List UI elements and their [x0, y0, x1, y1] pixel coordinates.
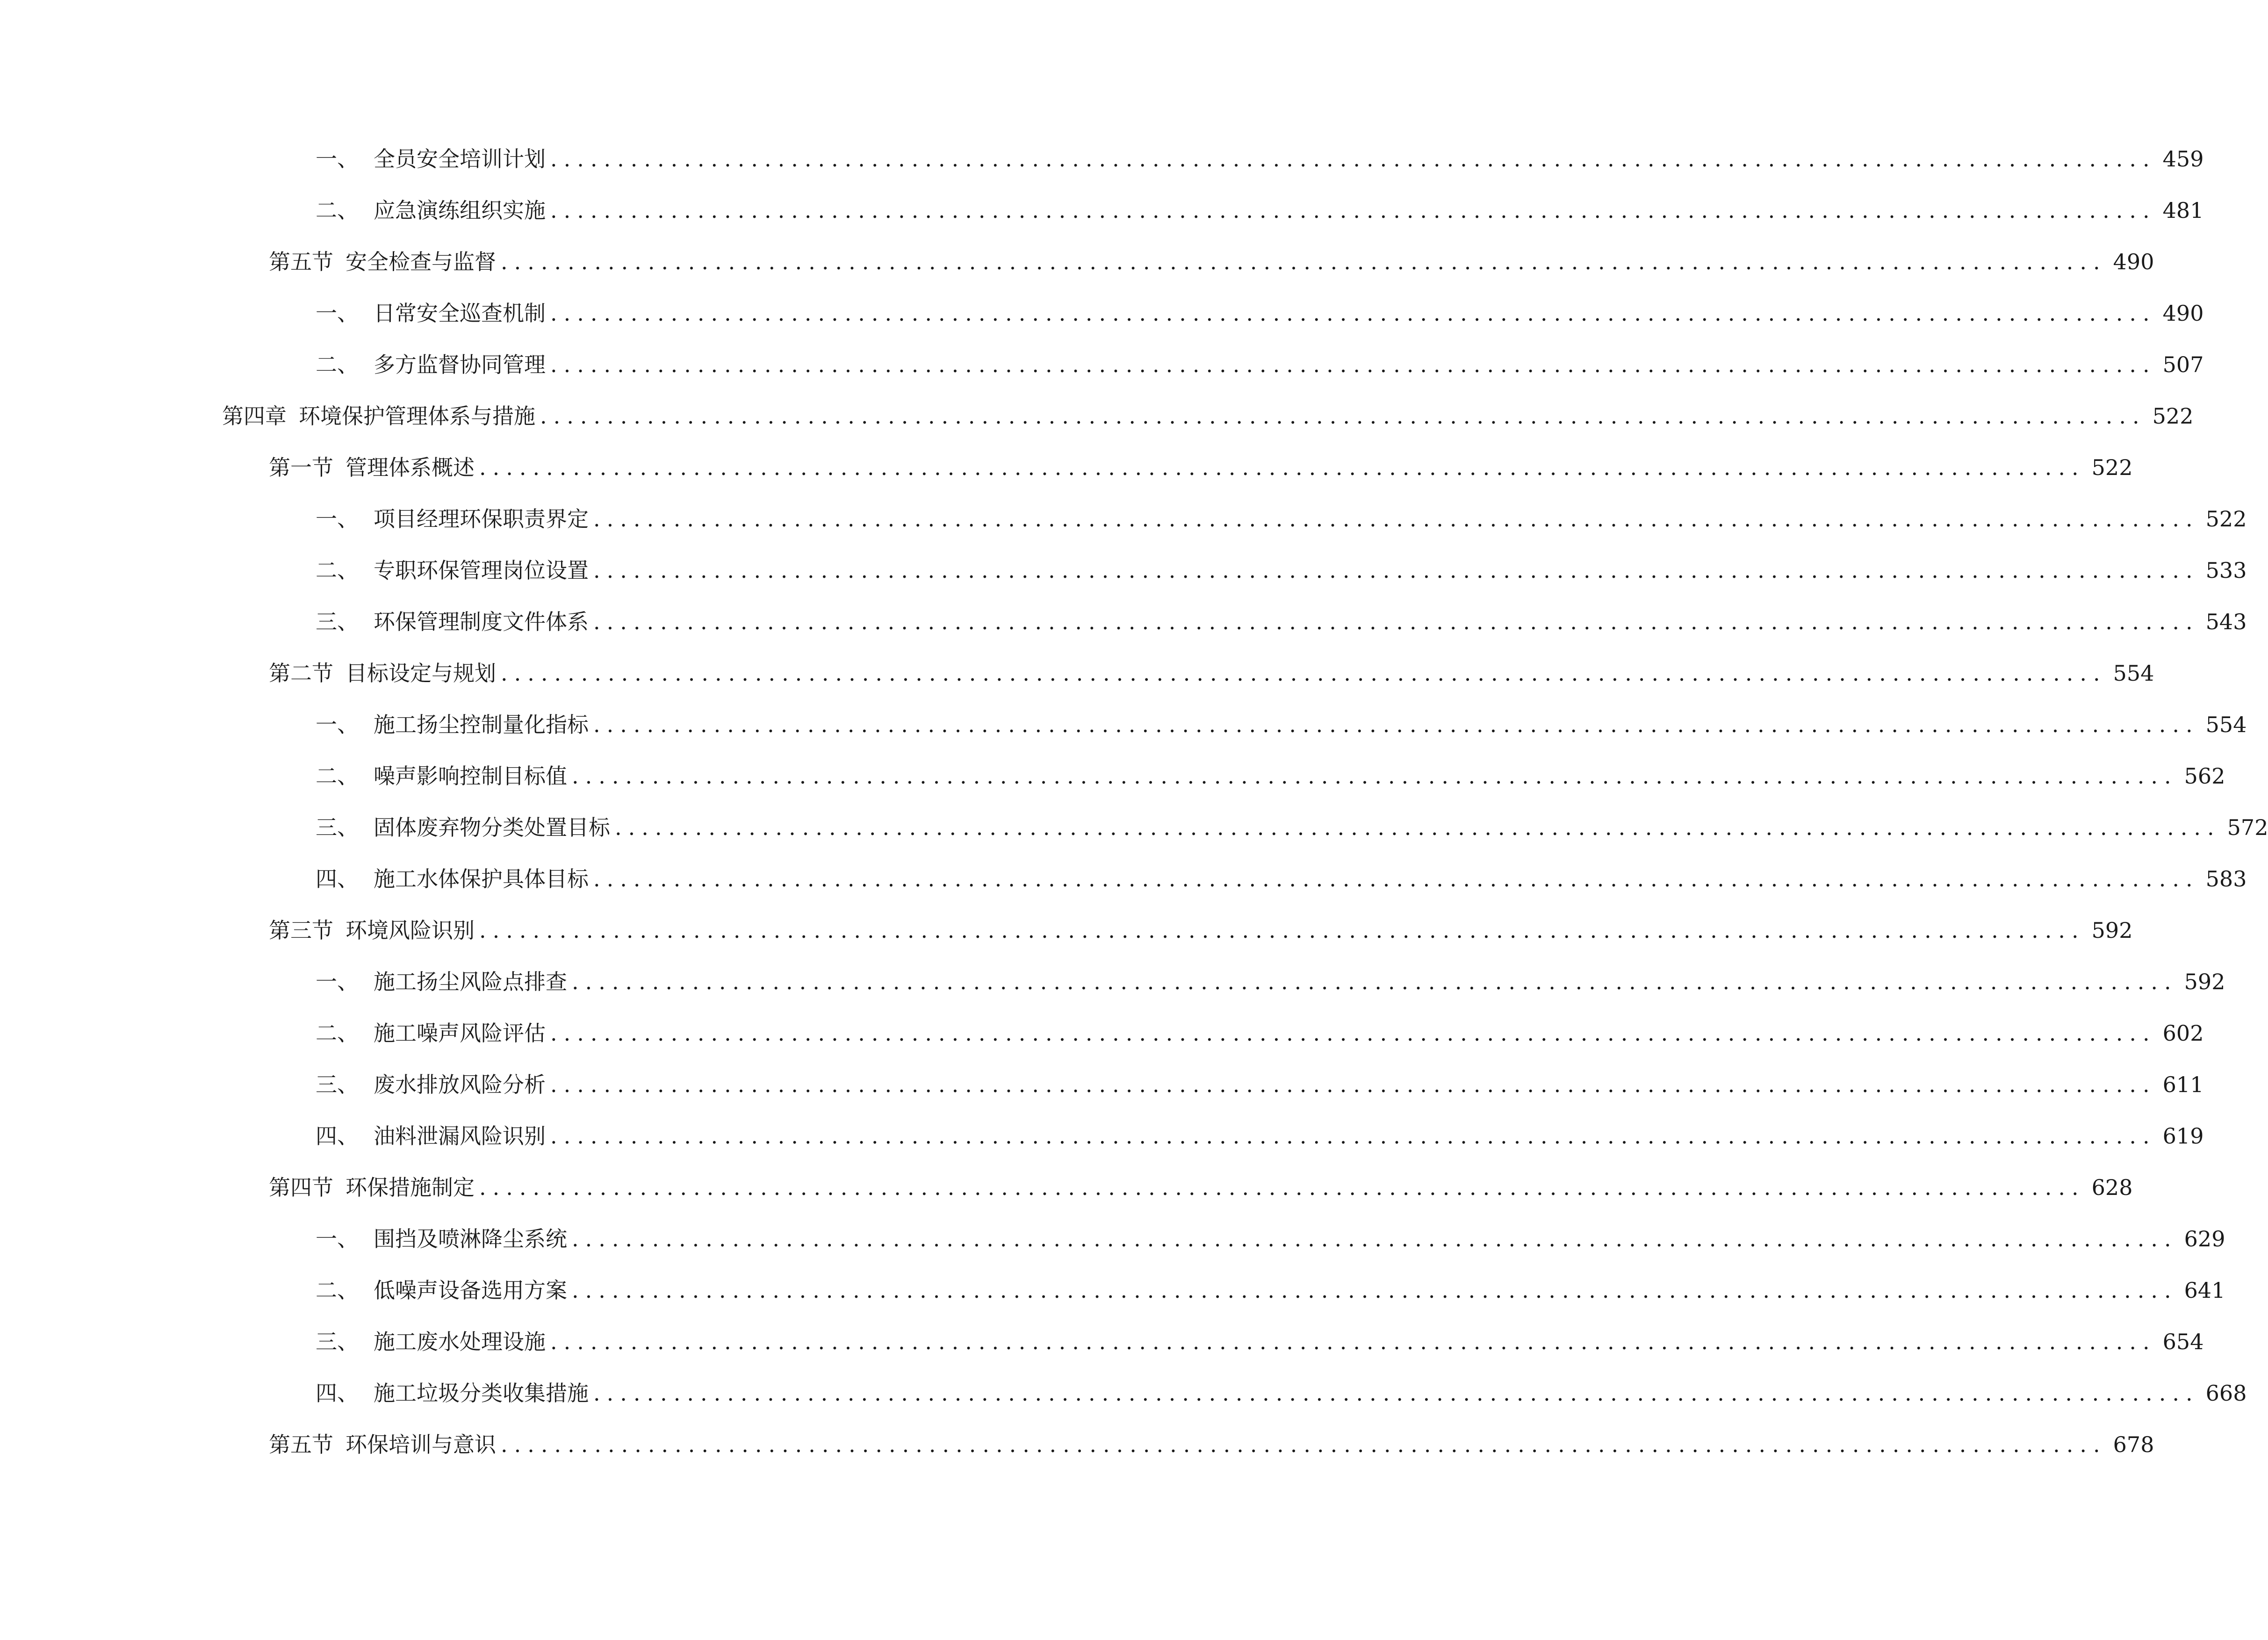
dot-leader: ........................................................................................................................ — [550, 301, 2156, 326]
toc-entry[interactable] — [316, 1318, 2204, 1356]
entry-page-number: 543 — [2205, 609, 2247, 634]
entry-title: 日常安全巡查机制 — [374, 301, 546, 326]
dot-leader: ........................................................................................................................ — [501, 1432, 2107, 1457]
dot-leader: ........................................................................................................................ — [501, 661, 2107, 686]
entry-number: 二、 — [316, 1021, 359, 1046]
entry-title: 油料泄漏风险识别 — [374, 1123, 546, 1149]
dot-leader: ........................................................................................................................ — [550, 352, 2156, 377]
dot-leader: ........................................................................................................................ — [572, 1226, 2178, 1252]
entry-number: 一、 — [316, 301, 359, 326]
entry-page-number: 619 — [2162, 1123, 2204, 1149]
entry-title: 施工噪声风险评估 — [374, 1021, 546, 1046]
entry-number: 一、 — [316, 506, 359, 532]
toc-entry[interactable] — [316, 187, 2204, 224]
entry-page-number: 629 — [2184, 1226, 2225, 1252]
entry-page-number: 522 — [2152, 403, 2194, 429]
toc-entry[interactable] — [269, 907, 2133, 944]
entry-page-number: 628 — [2091, 1175, 2133, 1200]
entry-number: 第四节 — [269, 1175, 333, 1200]
entry-number: 二、 — [316, 1278, 359, 1303]
entry-title: 施工垃圾分类收集措施 — [374, 1381, 589, 1406]
entry-page-number: 522 — [2205, 506, 2247, 532]
entry-title: 废水排放风险分析 — [374, 1072, 546, 1097]
dot-leader: ........................................................................................................................ — [593, 712, 2199, 737]
toc-entry[interactable] — [269, 650, 2154, 687]
dot-leader: ........................................................................................................................ — [615, 815, 2221, 840]
entry-number: 二、 — [316, 763, 359, 789]
entry-number: 第五节 — [269, 1432, 333, 1457]
entry-page-number: 572 — [2227, 815, 2268, 840]
entry-title: 目标设定与规划 — [346, 661, 496, 686]
entry-page-number: 678 — [2113, 1432, 2154, 1457]
dot-leader: ........................................................................................................................ — [501, 249, 2107, 274]
entry-number: 二、 — [316, 352, 359, 377]
entry-page-number: 507 — [2162, 352, 2204, 377]
entry-title: 施工扬尘风险点排查 — [374, 969, 567, 994]
dot-leader: ........................................................................................................................ — [479, 455, 2085, 480]
entry-title: 管理体系概述 — [346, 455, 475, 480]
toc-entry[interactable] — [316, 1267, 2225, 1304]
entry-number: 第三节 — [269, 918, 333, 943]
entry-number: 一、 — [316, 969, 359, 994]
dot-leader: ........................................................................................................................ — [572, 763, 2178, 789]
entry-title: 安全检查与监督 — [346, 249, 496, 274]
entry-title: 施工扬尘控制量化指标 — [374, 712, 589, 737]
dot-leader: ........................................................................................................................ — [550, 1021, 2156, 1046]
toc-entry[interactable] — [269, 1421, 2154, 1459]
toc-entry[interactable] — [316, 804, 2268, 842]
entry-title: 围挡及喷淋降尘系统 — [374, 1226, 567, 1252]
entry-title: 固体废弃物分类处置目标 — [374, 815, 610, 840]
entry-title: 多方监督协同管理 — [374, 352, 546, 377]
toc-entry[interactable] — [316, 290, 2204, 327]
entry-page-number: 490 — [2162, 301, 2204, 326]
entry-page-number: 562 — [2184, 763, 2225, 789]
toc-entry[interactable] — [316, 958, 2225, 996]
toc-entry[interactable] — [316, 1216, 2225, 1253]
entry-page-number: 654 — [2162, 1329, 2204, 1354]
entry-title: 专职环保管理岗位设置 — [374, 558, 589, 583]
toc-entry[interactable] — [316, 1061, 2204, 1099]
entry-title: 环保措施制定 — [346, 1175, 475, 1200]
entry-page-number: 583 — [2205, 866, 2247, 892]
toc-entry[interactable] — [222, 393, 2194, 430]
entry-page-number: 641 — [2184, 1278, 2225, 1303]
toc-entry[interactable] — [316, 856, 2247, 893]
entry-title: 环境风险识别 — [346, 918, 475, 943]
entry-number: 三、 — [316, 815, 359, 840]
dot-leader: ........................................................................................................................ — [550, 1072, 2156, 1097]
entry-number: 四、 — [316, 866, 359, 892]
toc-entry[interactable] — [316, 496, 2247, 533]
entry-title: 应急演练组织实施 — [374, 198, 546, 223]
dot-leader: ........................................................................................................................ — [479, 1175, 2085, 1200]
entry-title: 噪声影响控制目标值 — [374, 763, 567, 789]
dot-leader: ........................................................................................................................ — [550, 1329, 2156, 1354]
dot-leader: ........................................................................................................................ — [572, 1278, 2178, 1303]
dot-leader: ........................................................................................................................ — [550, 198, 2156, 223]
toc-entry[interactable] — [316, 1113, 2204, 1150]
entry-page-number: 533 — [2205, 558, 2247, 583]
toc-entry[interactable] — [316, 1370, 2247, 1407]
entry-title: 环保培训与意识 — [346, 1432, 496, 1457]
entry-number: 一、 — [316, 146, 359, 172]
entry-number: 二、 — [316, 558, 359, 583]
entry-number: 第一节 — [269, 455, 333, 480]
toc-entry[interactable] — [269, 1164, 2133, 1201]
entry-title: 环保管理制度文件体系 — [374, 609, 589, 634]
dot-leader: ........................................................................................................................ — [593, 506, 2199, 532]
toc-entry[interactable] — [316, 753, 2225, 790]
toc-entry[interactable] — [269, 444, 2133, 482]
dot-leader: ........................................................................................................................ — [550, 146, 2156, 172]
toc-entry[interactable] — [316, 701, 2247, 739]
entry-page-number: 592 — [2091, 918, 2133, 943]
toc-entry[interactable] — [316, 598, 2247, 636]
toc-entry[interactable] — [316, 136, 2204, 173]
entry-number: 四、 — [316, 1381, 359, 1406]
toc-entry[interactable] — [316, 341, 2204, 379]
entry-number: 一、 — [316, 712, 359, 737]
entry-title: 施工废水处理设施 — [374, 1329, 546, 1354]
toc-entry[interactable] — [316, 1010, 2204, 1047]
entry-number: 三、 — [316, 1072, 359, 1097]
entry-number: 第四章 — [222, 403, 287, 429]
entry-page-number: 554 — [2113, 661, 2154, 686]
entry-page-number: 481 — [2162, 198, 2204, 223]
dot-leader: ........................................................................................................................ — [593, 609, 2199, 634]
entry-page-number: 554 — [2205, 712, 2247, 737]
entry-page-number: 592 — [2184, 969, 2225, 994]
dot-leader: ........................................................................................................................ — [593, 558, 2199, 583]
entry-title: 施工水体保护具体目标 — [374, 866, 589, 892]
entry-title: 环境保护管理体系与措施 — [299, 403, 535, 429]
entry-page-number: 459 — [2162, 146, 2204, 172]
entry-title: 低噪声设备选用方案 — [374, 1278, 567, 1303]
entry-number: 一、 — [316, 1226, 359, 1252]
entry-page-number: 490 — [2113, 249, 2154, 274]
dot-leader: ........................................................................................................................ — [550, 1123, 2156, 1149]
toc-entry[interactable] — [316, 547, 2247, 584]
dot-leader: ........................................................................................................................ — [593, 1381, 2199, 1406]
dot-leader: ........................................................................................................................ — [540, 403, 2146, 429]
entry-number: 三、 — [316, 1329, 359, 1354]
dot-leader: ........................................................................................................................ — [479, 918, 2085, 943]
entry-number: 第二节 — [269, 661, 333, 686]
entry-number: 四、 — [316, 1123, 359, 1149]
entry-page-number: 602 — [2162, 1021, 2204, 1046]
toc-entry[interactable] — [269, 238, 2154, 276]
entry-page-number: 522 — [2091, 455, 2133, 480]
entry-title: 全员安全培训计划 — [374, 146, 546, 172]
entry-page-number: 611 — [2162, 1072, 2204, 1097]
entry-title: 项目经理环保职责界定 — [374, 506, 589, 532]
entry-number: 第五节 — [269, 249, 333, 274]
entry-number: 三、 — [316, 609, 359, 634]
entry-page-number: 668 — [2205, 1381, 2247, 1406]
dot-leader: ........................................................................................................................ — [572, 969, 2178, 994]
dot-leader: ........................................................................................................................ — [593, 866, 2199, 892]
entry-number: 二、 — [316, 198, 359, 223]
